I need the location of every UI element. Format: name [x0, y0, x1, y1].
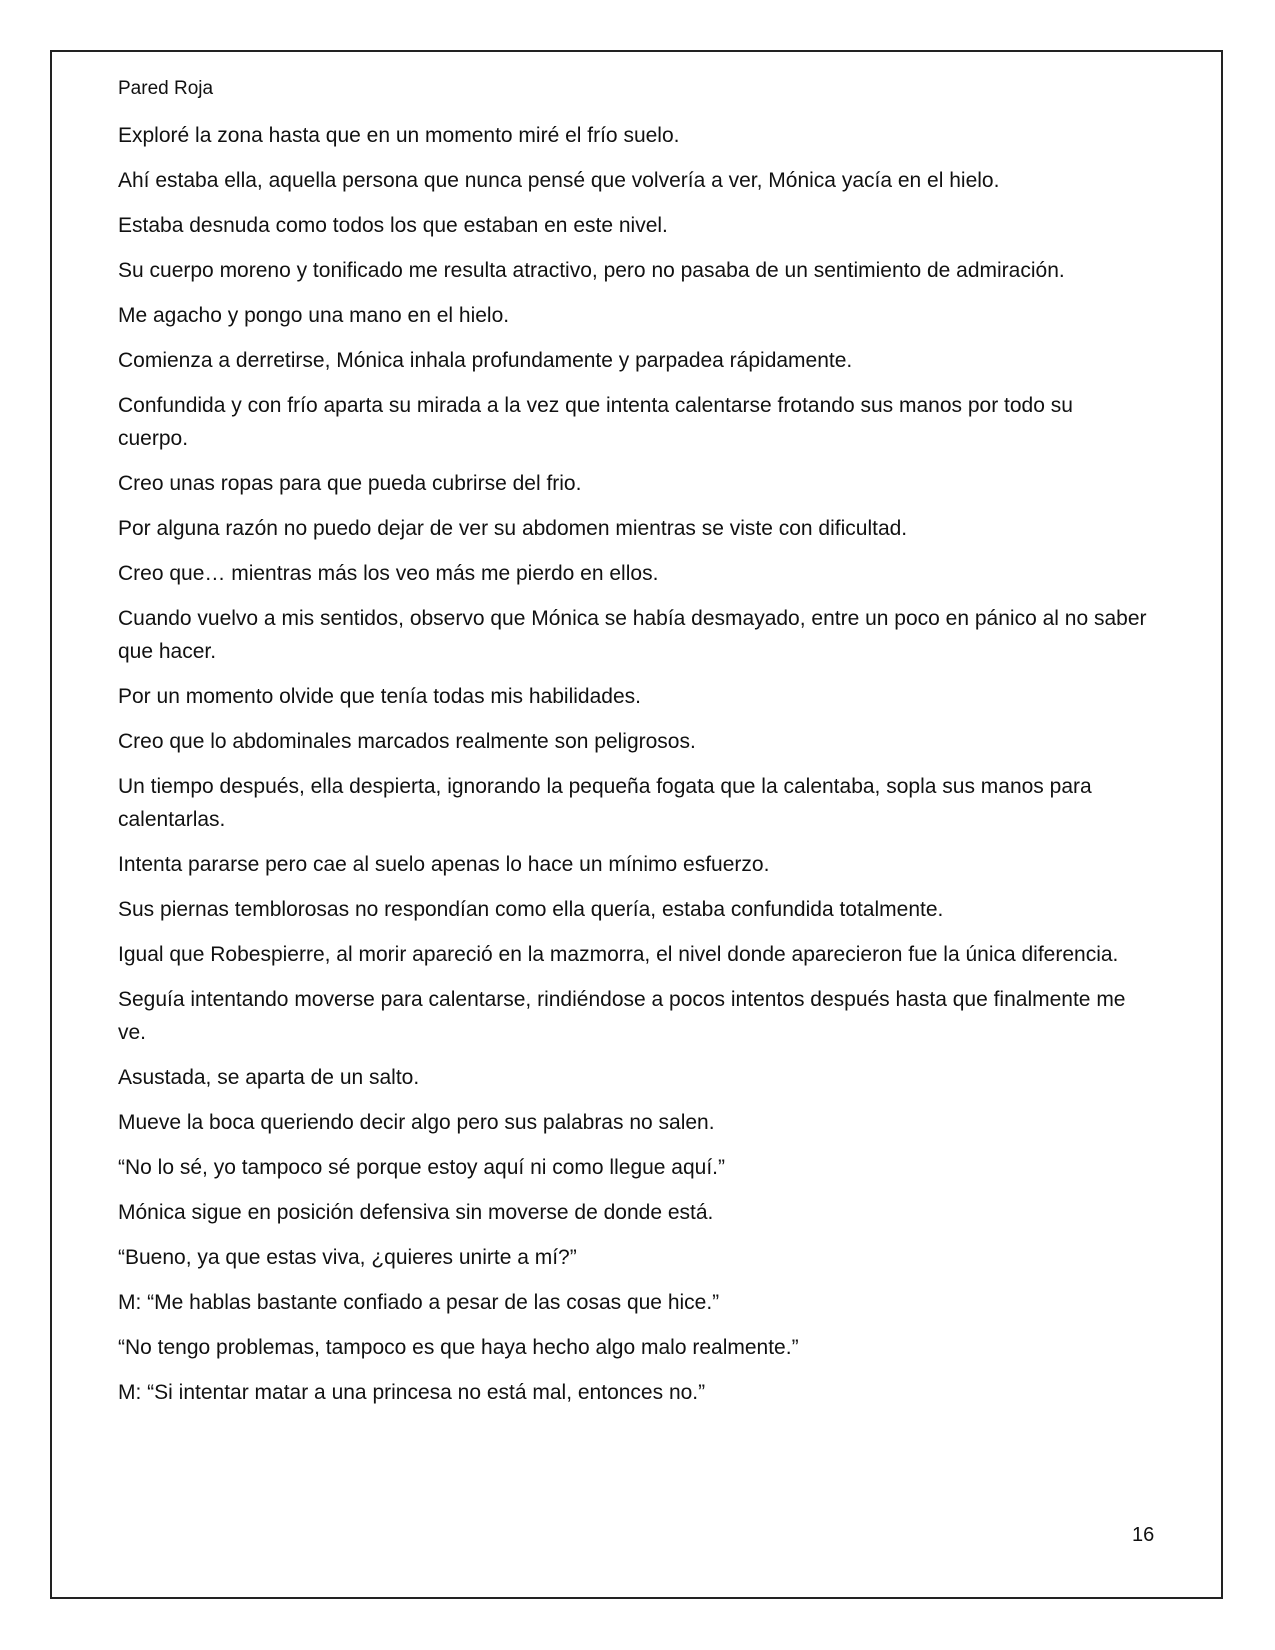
paragraph: Creo que… mientras más los veo más me pierdo en ellos. — [118, 562, 659, 585]
paragraph: “No lo sé, yo tampoco sé porque estoy aquí ni como llegue aquí.” — [118, 1156, 726, 1179]
paragraph: Un tiempo después, ella despierta, ignorando la pequeña fogata que la calentaba, sopla sus manos para calentarlas. — [118, 775, 1092, 831]
paragraph: Su cuerpo moreno y tonificado me resulta atractivo, pero no pasaba de un sentimiento de admiración. — [118, 259, 1065, 282]
paragraph: Comienza a derretirse, Mónica inhala profundamente y parpadea rápidamente. — [118, 349, 853, 372]
paragraph: “Bueno, ya que estas viva, ¿quieres unirte a mí?” — [118, 1246, 577, 1269]
paragraph: Me agacho y pongo una mano en el hielo. — [118, 304, 510, 327]
paragraph: Asustada, se aparta de un salto. — [118, 1066, 420, 1089]
paragraph: Ahí estaba ella, aquella persona que nunca pensé que volvería a ver, Mónica yacía en el hielo. — [118, 169, 1000, 192]
page-header: Pared Roja — [118, 78, 214, 99]
paragraph: Intenta pararse pero cae al suelo apenas lo hace un mínimo esfuerzo. — [118, 853, 770, 876]
paragraph: M: “Me hablas bastante confiado a pesar de las cosas que hice.” — [118, 1291, 720, 1314]
paragraph: Seguía intentando moverse para calentarse, rindiéndose a pocos intentos después hasta que finalmente me ve. — [118, 988, 1126, 1044]
paragraph: Estaba desnuda como todos los que estaban en este nivel. — [118, 214, 668, 237]
paragraph: Por un momento olvide que tenía todas mis habilidades. — [118, 685, 641, 708]
paragraph: Mónica sigue en posición defensiva sin moverse de donde está. — [118, 1201, 714, 1224]
paragraph: Confundida y con frío aparta su mirada a la vez que intenta calentarse frotando sus manos por todo su cuerpo. — [118, 394, 1073, 450]
paragraph: Igual que Robespierre, al morir apareció en la mazmorra, el nivel donde aparecieron fue la única diferencia. — [118, 943, 1119, 966]
paragraph: Mueve la boca queriendo decir algo pero sus palabras no salen. — [118, 1111, 715, 1134]
paragraph: Creo que lo abdominales marcados realmente son peligrosos. — [118, 730, 696, 753]
paragraph: Sus piernas temblorosas no respondían como ella quería, estaba confundida totalmente. — [118, 898, 944, 921]
paragraph: M: “Si intentar matar a una princesa no está mal, entonces no.” — [118, 1381, 706, 1404]
body-text — [118, 119, 1148, 1421]
paragraph: “No tengo problemas, tampoco es que haya hecho algo malo realmente.” — [118, 1336, 799, 1359]
paragraph: Por alguna razón no puedo dejar de ver su abdomen mientras se viste con dificultad. — [118, 517, 908, 540]
paragraph: Creo unas ropas para que pueda cubrirse del frio. — [118, 472, 582, 495]
paragraph: Cuando vuelvo a mis sentidos, observo que Mónica se había desmayado, entre un poco en pánico al no saber que hacer. — [118, 607, 1147, 663]
page-number: 16 — [1132, 1524, 1155, 1546]
paragraph: Exploré la zona hasta que en un momento miré el frío suelo. — [118, 124, 680, 147]
